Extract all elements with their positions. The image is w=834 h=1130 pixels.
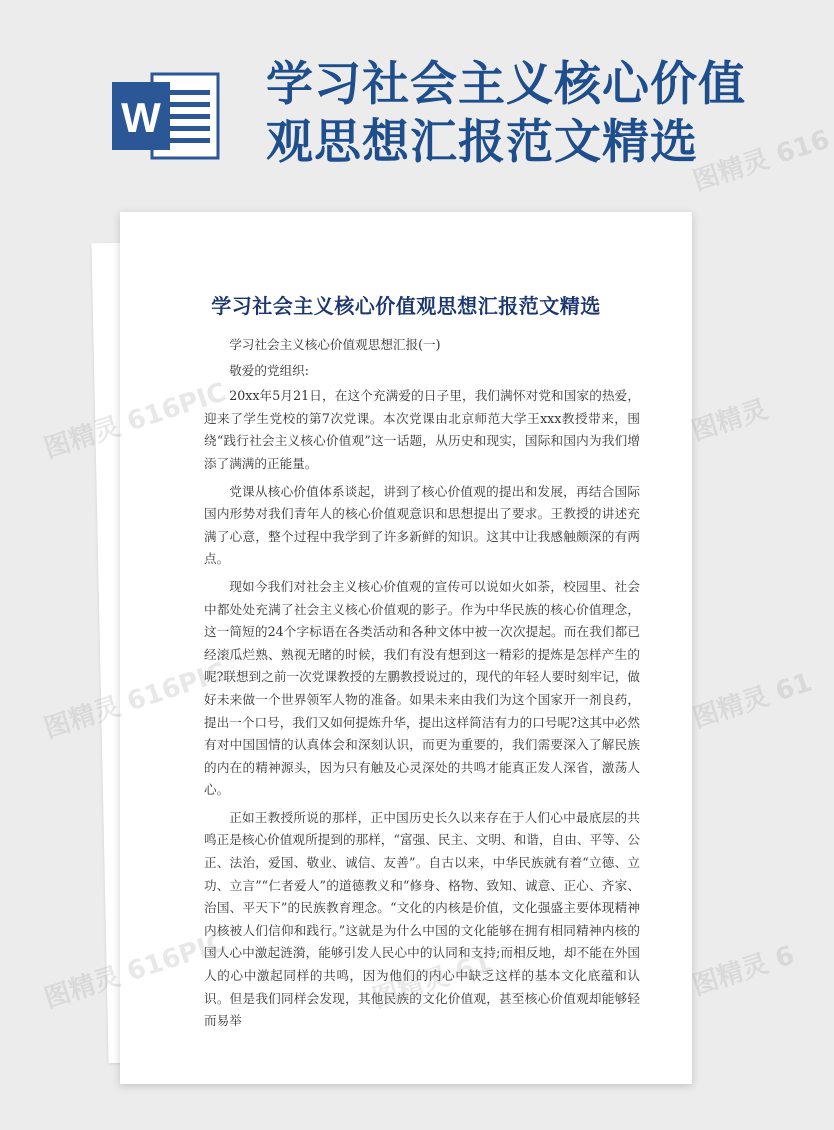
document-subtitle: 学习社会主义核心价值观思想汇报(一) <box>229 337 441 352</box>
watermark: 图精灵 616PIC <box>40 927 230 1015</box>
banner-title <box>266 56 786 172</box>
paragraph: 正如王教授所说的那样，正中国历史长久以来存在于人们心中最底层的共鸣正是核心价值观所提到的那样，“富强、民主、文明、和谐，自由、平等、公正、法治，爱国、敬业、诚信、友善”。自古以来，中华民族就有着“立德、立功、立言”“仁者爱人”的道德教义和“修身、格物、致知、诚意、正心、齐家、治国、平天下”的民族教育理念。“文化的内核是价值，文化强盛主要体现精神内核被人们信仰和践行。”这就是为什么中国的文化能够在拥有相同精神内核的国人心中激起涟漪，能够引发人民心中的认同和支持;而相反地，却不能在外国人的心中激起同样的共鸣，因为他们的内心中缺乏这样的基本文化底蕴和认识。但是我们同样会发现，其他民族的文化价值观，甚至核心价值观却能够轻而易举 <box>204 809 640 1029</box>
document-title: 学习社会主义核心价值观思想汇报范文精选 <box>211 294 601 318</box>
banner-title-line1: 学习社会主义核心价值 <box>266 57 746 112</box>
banner-header <box>0 0 800 210</box>
banner-title-line2: 观思想汇报范文精选 <box>266 115 698 170</box>
document-page <box>120 212 692 1084</box>
icon-letter: W <box>121 94 161 141</box>
watermark: 图精灵 61 <box>689 667 816 735</box>
watermark: 图精灵 <box>688 394 772 448</box>
watermark: 图精灵 61 <box>369 947 496 1015</box>
paragraph: 党课从核心价值体系谈起，讲到了核心价值观的提出和发展，再结合国际国内形势对我们青年人的核心价值观意识和思想提出了要求。王教授的讲述充满了心意，整个过程中我学到了许多新鲜的知识。这其中让我感触颇深的有两点。 <box>204 483 640 567</box>
word-document-icon <box>112 70 222 162</box>
watermark: 图精灵 616PIC <box>40 377 230 465</box>
document-salutation: 敬爱的党组织: <box>229 362 309 378</box>
paragraph: 20xx年5月21日，在这个充满爱的日子里，我们满怀对党和国家的热爱，迎来了学生党校的第7次党课。本次党课由北京师范大学王xxx教授带来，围绕“践行社会主义核心价值观”这一话题，从历史和现实，国际和国内为我们增添了满满的正能量。 <box>204 388 640 471</box>
document-body <box>204 334 640 1038</box>
watermark: 图精灵 616 <box>689 124 834 197</box>
watermark: 图精灵 616PIC <box>40 657 230 745</box>
paragraph: 现如今我们对社会主义核心价值观的宣传可以说如火如荼，校园里、社会中都处处充满了社会主义核心价值观的影子。作为中华民族的核心价值理念，这一简短的24个字标语在各类活动和各种文体中被一次次提起。而在我们都已经滚瓜烂熟、熟视无睹的时候，我们有没有想到这一精彩的提炼是怎样产生的呢?联想到之前一次党课教授的左鹏教授说过的，现代的年轻人要时刻牢记，做好未来做一个世界领军人物的准备。如果未来由我们为这个国家开一剂良药，提出一个口号，我们又如何提炼升华，提出这样简洁有力的口号呢?这其中必然有对中国国情的认真体会和深刻认识，而更为重要的，我们需要深入了解民族的内在的精神源头，因为只有触及心灵深处的共鸣才能真正发人深省，激荡人心。 <box>204 578 640 798</box>
watermark: 图精灵 6 <box>688 940 798 1002</box>
